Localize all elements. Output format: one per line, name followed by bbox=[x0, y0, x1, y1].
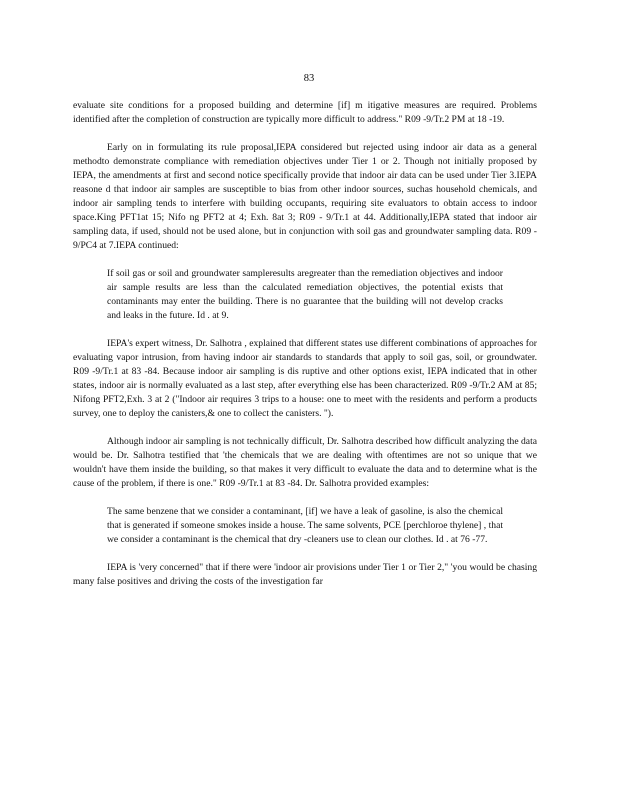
document-body bbox=[73, 99, 537, 603]
block-quote-soil-gas: If soil gas or soil and groundwater sampleresults aregreater than the remediation objectives and indoor air sample results are less than the calculated remediation objectives, the potential exists that contaminants may enter the building. There is no guarantee that the building will not develop cracks and leaks in the future. Id . at 9. bbox=[107, 268, 503, 321]
paragraph-evaluate-site-conditions: evaluate site conditions for a proposed building and determine [if] m itigative measures are required. Problems identified after the completion of construction are typically more difficult to address." R09 -9/Tr.2 PM at 18 -19. bbox=[73, 100, 537, 125]
paragraph-indoor-air-data: Early on in formulating its rule proposal,IEPA considered but rejected using indoor air data as a general methodto demonstrate compliance with remediation objectives under Tier 1 or 2. Though not initially proposed by IEPA, the amendments at first and second notice specifically provide that indoor air data can be used under Tier 3.IEPA reasone d that indoor air samples are susceptible to bias from other indoor sources, suchas household chemicals, and indoor air sampling tends to interfere with building occupants, requiring site evaluators to obtain access to indoor space.King PFT1at 15; Nifo ng PFT2 at 4; Exh. 8at 3; R09 - 9/Tr.1 at 44. Additionally,IEPA stated that indoor air sampling data, if used, should not be used alone, but in conjunction with soil gas and groundwater sampling data. R09 - 9/PC4 at 7.IEPA continued: bbox=[73, 142, 537, 251]
paragraph-indoor-air-sampling: Although indoor air sampling is not technically difficult, Dr. Salhotra described how difficult analyzing the data would be. Dr. Salhotra testified that 'the chemicals that we are dealing with oftentimes are not so unique that we wouldn't have them inside the building, so that makes it very difficult to evaluate the data and to determine what is the cause of the problem, if there is one." R09 -9/Tr.1 at 83 -84. Dr. Salhotra provided examples: bbox=[73, 436, 537, 489]
paragraph-very-concerned: IEPA is 'very concerned" that if there were 'indoor air provisions under Tier 1 or Tier 2," 'you would be chasing many false positives and driving the costs of the investigation far bbox=[73, 562, 537, 587]
block-quote-benzene: The same benzene that we consider a contaminant, [if] we have a leak of gasoline, is also the chemical that is generated if someone smokes inside a house. The same solvents, PCE [perchloroe thylene] , that we consider a contaminant is the chemical that dry -cleaners use to clean our clothes. Id . at 76 -77. bbox=[107, 506, 503, 545]
paragraph-expert-witness: IEPA's expert witness, Dr. Salhotra , explained that different states use different combinations of approaches for evaluating vapor intrusion, from having indoor air standards to standards that apply to soil gas, soil, or groundwater. R09 -9/Tr.1 at 83 -84. Because indoor air sampling is dis ruptive and other options exist, IEPA indicated that in other states, indoor air is normally evaluated as a last step, after everything else has been characterized. R09 -9/Tr.2 AM at 85; Nifong PFT2,Exh. 3 at 2 ("Indoor air requires 3 trips to a house: one to meet with the residents and perform a products survey, one to deploy the canisters,& one to collect the canisters. "). bbox=[73, 338, 537, 419]
page-number: 83 bbox=[303, 73, 315, 84]
